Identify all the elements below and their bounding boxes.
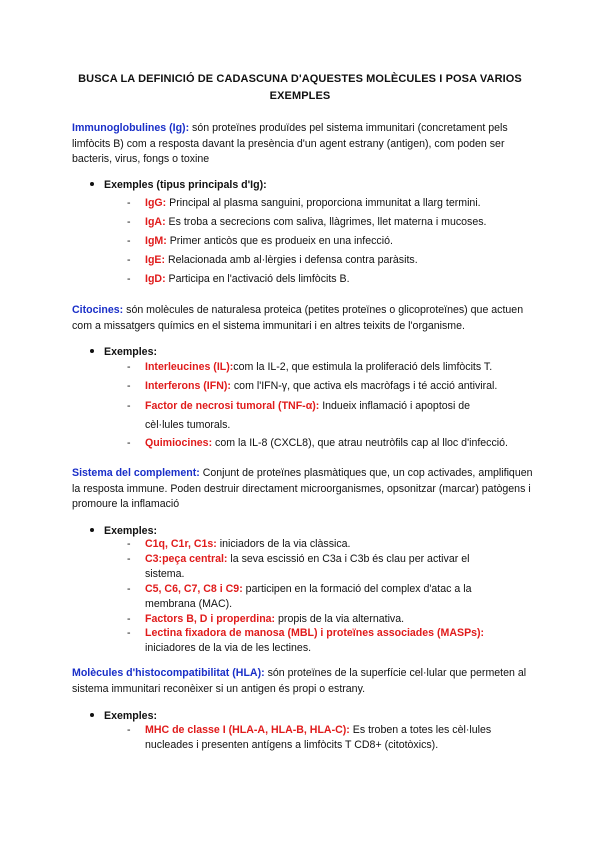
section-complement xyxy=(72,466,542,513)
list-item: - IgD: Participa en l'activació dels limfòcits B. xyxy=(127,273,350,285)
list-item: - C3:peça central: la seva escissió en C3a i C3b és clau per activar el sistema. xyxy=(127,553,470,580)
section-citocines xyxy=(72,303,542,334)
list-item: - Quimiocines: com la IL-8 (CXCL8), que atrau neutròfils cap al lloc d'infecció. xyxy=(127,437,508,449)
list-item: - MHC de classe I (HLA-A, HLA-B, HLA-C): Es troben a totes les cèl·lules nucleades i presenten antígens a limfòcits T CD8+ (citotòxics). xyxy=(127,724,492,751)
definition: són proteïnes produïdes pel sistema immunitari (concretament pels limfòcits B) com a resposta davant la presència d'un agent estrany (antigen), com poden ser bacteris, virus, fongs o toxine xyxy=(72,122,508,165)
bullet-dot xyxy=(90,182,94,186)
bullet-dot xyxy=(90,713,94,717)
examples-heading: Exemples: xyxy=(90,524,157,538)
list-item: - Interleucines (IL):com la IL-2, que estimula la proliferació dels limfòcits T. xyxy=(127,361,493,373)
section-hla xyxy=(72,666,542,697)
list-item: - Factors B, D i properdina: propis de la via alternativa. xyxy=(127,613,405,625)
examples-heading: Exemples: xyxy=(90,709,157,723)
list-item: - C1q, C1r, C1s: iniciadors de la via clàssica. xyxy=(127,538,351,550)
bullet-dot xyxy=(90,349,94,353)
term-immunoglobulines: Immunoglobulines (Ig): xyxy=(72,122,190,134)
list-item: - Interferons (IFN): com l'IFN-γ, que activa els macròfags i té acció antiviral. xyxy=(127,380,498,392)
term-citocines: Citocines: xyxy=(72,304,124,316)
list-item: - IgE: Relacionada amb al·lèrgies i defensa contra paràsits. xyxy=(127,254,418,266)
definition: són molècules de naturalesa proteica (petites proteïnes o glicoproteïnes) que actuen com a missatgers químics en el sistema immunitari i en altres teixits de l'organisme. xyxy=(72,304,524,332)
list-item: - IgA: Es troba a secrecions com saliva, llàgrimes, llet materna i mucoses. xyxy=(127,216,487,228)
examples-heading: Exemples (tipus principals d'Ig): xyxy=(90,178,267,192)
examples-heading: Exemples: xyxy=(90,345,157,359)
term-hla: Molècules d'histocompatibilitat (HLA): xyxy=(72,667,265,679)
term-complement: Sistema del complement: xyxy=(72,467,200,479)
list-item: - Lectina fixadora de manosa (MBL) i proteïnes associades (MASPs): iniciadores de la via de les lectines. xyxy=(127,627,485,654)
list-item: - IgG: Principal al plasma sanguini, proporciona immunitat a llarg termini. xyxy=(127,197,481,209)
page-title: BUSCA LA DEFINICIÓ DE CADASCUNA D'AQUESTES MOLÈCULES I POSA VARIOS EXEMPLES xyxy=(78,73,522,102)
list-item: - Factor de necrosi tumoral (TNF-α): Indueix inflamació i apoptosi de cèl·lules tumorals. xyxy=(127,400,471,431)
list-item: - IgM: Primer anticòs que es produeix en una infecció. xyxy=(127,235,393,247)
bullet-dot xyxy=(90,528,94,532)
definition: són proteïnes de la superfície cel·lular que permeten al sistema immunitari reconèixer si un antigen és propi o estrany. xyxy=(72,667,527,695)
list-item: - C5, C6, C7, C8 i C9: participen en la formació del complex d'atac a la membrana (MAC). xyxy=(127,583,472,610)
definition: Conjunt de proteïnes plasmàtiques que, un cop activades, amplifiquen la resposta immune. Poden destruir directament microorganismes, opsonitzar (marcar) patògens i promoure la inflamació xyxy=(72,467,533,510)
section-immunoglobulines xyxy=(72,121,542,168)
